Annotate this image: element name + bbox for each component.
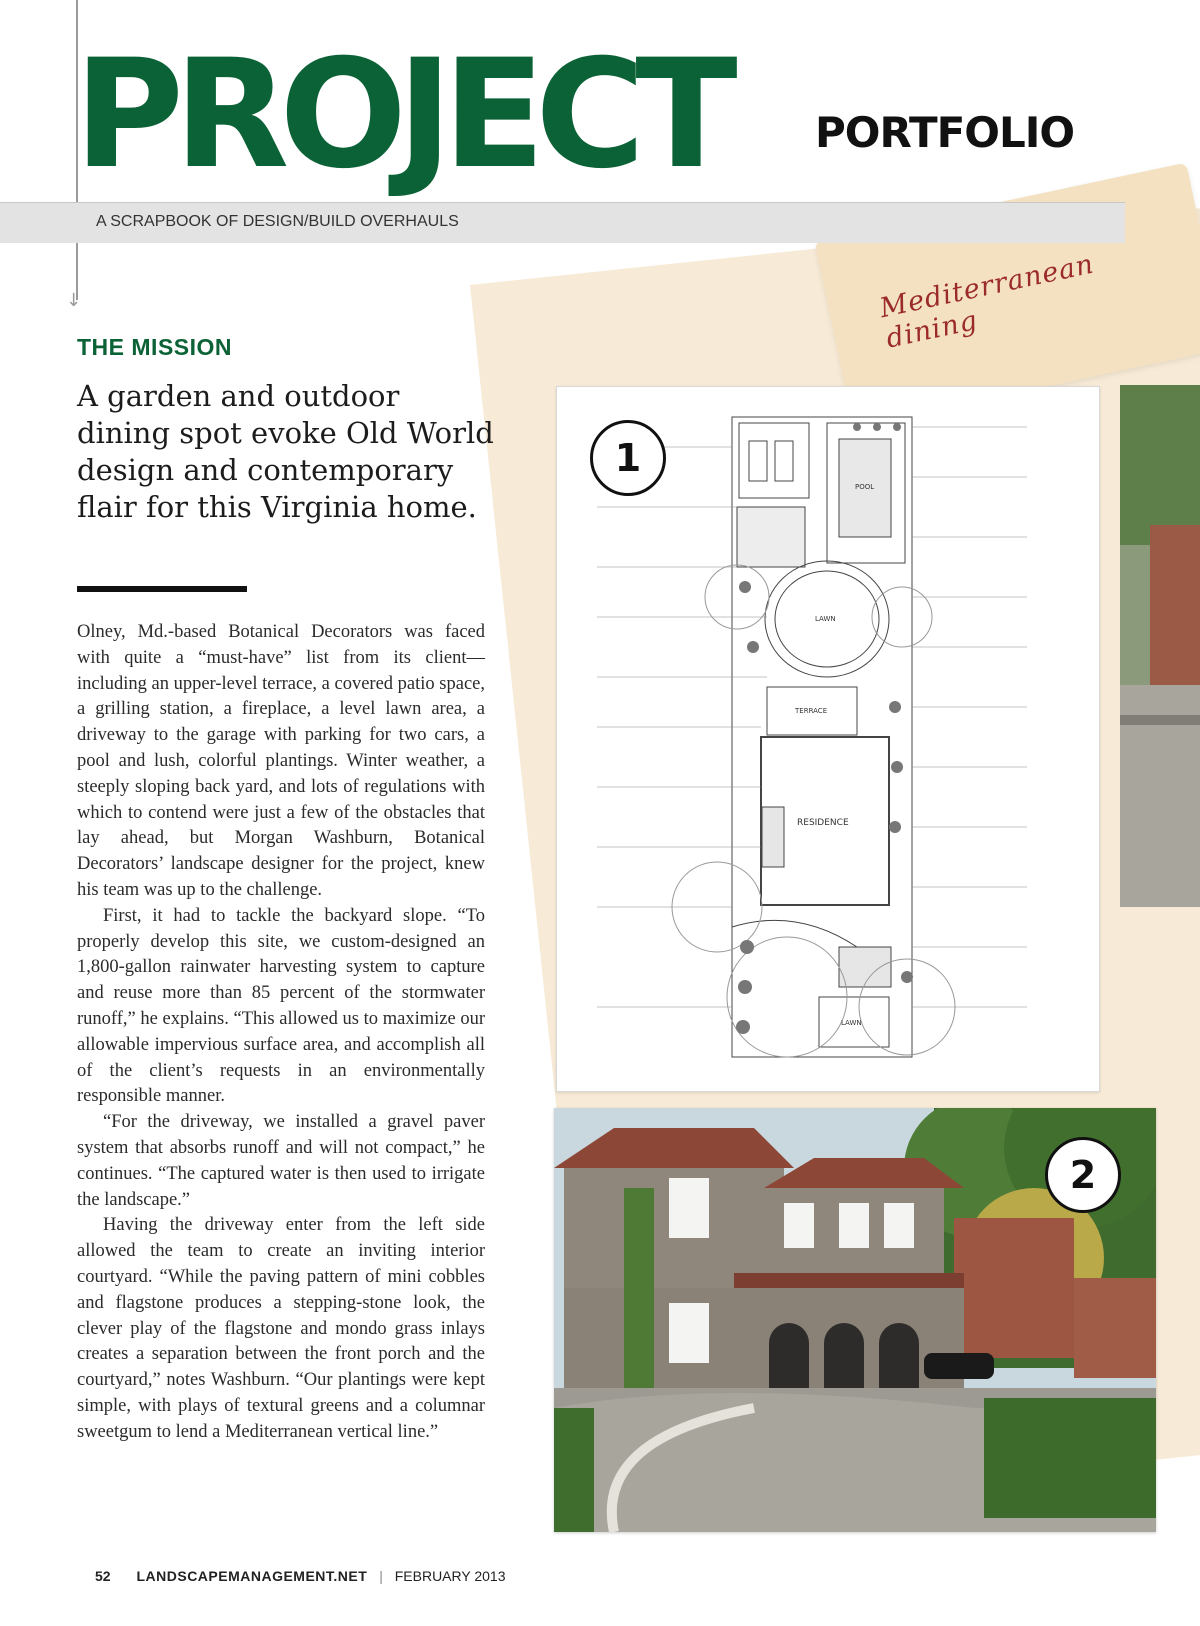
plan-label-residence: RESIDENCE xyxy=(797,818,849,828)
page-footer xyxy=(95,1568,506,1584)
section-tagline: A SCRAPBOOK OF DESIGN/BUILD OVERHAULS xyxy=(96,213,459,230)
article-paragraph: First, it had to tackle the backyard slope. “To properly develop this site, we custom-designed an 1,800-gallon rainwater harvesting system to capture and reuse more than 85 percent of the stormwater runoff,” he explains. “This allowed us to maximize our allowable impervious surface area, and accomplish all of the client’s requests in an environmentally responsible manner. xyxy=(77,905,485,1107)
plan-label-terrace: TERRACE xyxy=(795,707,828,715)
figure-number-badge: 1 xyxy=(590,420,666,496)
arrow-down-icon: ↓ xyxy=(66,290,82,311)
footer-issue: FEBRUARY 2013 xyxy=(394,1568,506,1584)
folder-tab-label: Mediterranean dining xyxy=(877,248,1097,355)
page-number: 52 xyxy=(95,1568,111,1584)
subtitle-band xyxy=(0,202,1125,243)
deck-divider xyxy=(77,586,247,592)
plan-label-pool: POOL xyxy=(855,483,875,491)
section-subtitle: PORTFOLIO xyxy=(815,108,1075,157)
article-paragraph: “For the driveway, we installed a gravel paver system that absorbs runoff and will not compact,” he continues. “The captured water is then used to irrigate the landscape.” xyxy=(77,1112,485,1210)
house-photo-crop-svg xyxy=(1120,385,1200,907)
footer-separator: | xyxy=(379,1568,383,1584)
section-title: PROJECT xyxy=(74,28,728,202)
plan-label-lawn: LAWN xyxy=(815,615,836,623)
article-deck: A garden and outdoor dining spot evoke Old World design and contemporary flair for this Virginia home. xyxy=(77,379,494,524)
article-paragraph: Having the driveway enter from the left side allowed the team to create an inviting interior courtyard. “While the paving pattern of mini cobbles and flagstone produces a stepping-stone look, the clever play of the flagstone and mondo grass inlays creates a separation between the front porch and the courtyard,” notes Washburn. “Our plantings were kept simple, with plays of textural greens and a columnar sweetgum to lend a Mediterranean vertical line.” xyxy=(77,1215,485,1442)
mission-label: THE MISSION xyxy=(77,334,233,360)
footer-site: LANDSCAPEMANAGEMENT.NET xyxy=(136,1568,368,1584)
article-paragraph: Olney, Md.-based Botanical Decorators was faced with quite a “must-have” list from its client— including an upper-level terrace, a covered patio space, a grilling station, a fireplace, a level lawn area, a driveway to the garage with parking for two cars, a pool and lush, colorful plantings. Winter weather, a steeply sloping back yard, and lots of regulations with which to contend were just a few of the obstacles that lay ahead, but Morgan Washburn, Botanical Decorators’ landscape designer for the project, knew his team was up to the challenge. xyxy=(77,622,485,900)
house-photo-crop xyxy=(1120,385,1200,907)
figure-number-badge: 2 xyxy=(1045,1137,1121,1213)
article-body xyxy=(77,620,485,1446)
plan-label-lawn-front: LAWN xyxy=(841,1019,862,1027)
